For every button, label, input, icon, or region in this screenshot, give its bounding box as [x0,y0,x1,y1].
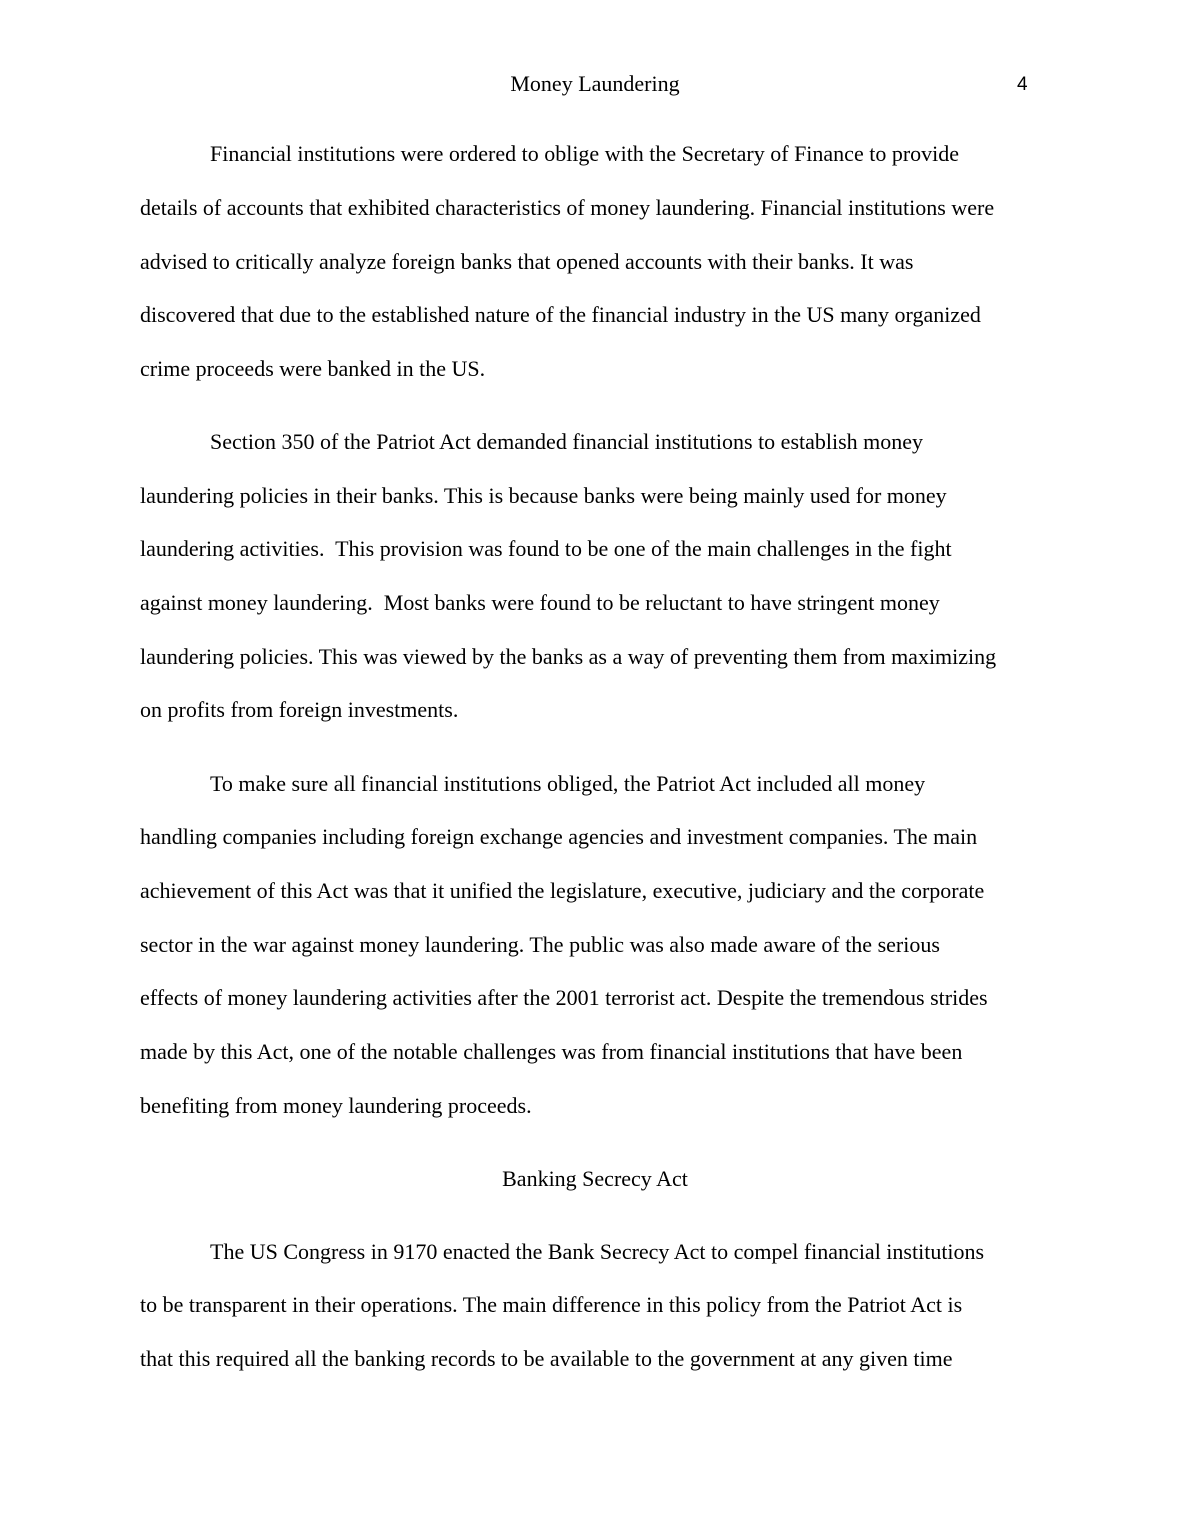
paragraph-3-line-2: handling companies including foreign exchange agencies and investment companies. The main [140,824,978,849]
paragraph-2-line-5: laundering policies. This was viewed by the banks as a way of preventing them from maximizing [140,644,997,669]
paragraph-2-line-1: Section 350 of the Patriot Act demanded financial institutions to establish money [210,429,924,454]
paragraph-3-line-1: To make sure all financial institutions obliged, the Patriot Act included all money [210,771,926,796]
paragraph-2-line-3: laundering activities. This provision was found to be one of the main challenges in the fight [140,536,952,561]
paragraph-4-line-2: to be transparent in their operations. The main difference in this policy from the Patriot Act is [140,1292,963,1317]
running-head: Money Laundering [510,71,680,96]
paragraph-4-line-1: The US Congress in 9170 enacted the Bank Secrecy Act to compel financial institutions [210,1239,985,1264]
paragraph-1-line-5: crime proceeds were banked in the US. [140,356,486,381]
section-heading: Banking Secrecy Act [502,1166,688,1191]
paragraph-2-line-6: on profits from foreign investments. [140,697,459,722]
paragraph-1-line-2: details of accounts that exhibited characteristics of money laundering. Financial institutions were [140,195,995,220]
paragraph-1-line-4: discovered that due to the established nature of the financial industry in the US many organized [140,302,981,327]
paragraph-1-line-1: Financial institutions were ordered to oblige with the Secretary of Finance to provide [210,141,960,166]
paragraph-3-line-6: made by this Act, one of the notable challenges was from financial institutions that have been [140,1039,963,1064]
paragraph-4-line-3: that this required all the banking records to be available to the government at any given time [140,1346,953,1371]
paragraph-2-line-4: against money laundering. Most banks were found to be reluctant to have stringent money [140,590,940,615]
paragraph-3-line-7: benefiting from money laundering proceeds. [140,1093,532,1118]
page-number: 4 [1017,74,1028,95]
paragraph-2-line-2: laundering policies in their banks. This is because banks were being mainly used for money [140,483,947,508]
paragraph-3-line-3: achievement of this Act was that it unified the legislature, executive, judiciary and the corporate [140,878,985,903]
paragraph-3-line-4: sector in the war against money laundering. The public was also made aware of the serious [140,932,940,957]
paragraph-1-line-3: advised to critically analyze foreign banks that opened accounts with their banks. It was [140,249,914,274]
paragraph-3-line-5: effects of money laundering activities after the 2001 terrorist act. Despite the tremendous strides [140,985,988,1010]
